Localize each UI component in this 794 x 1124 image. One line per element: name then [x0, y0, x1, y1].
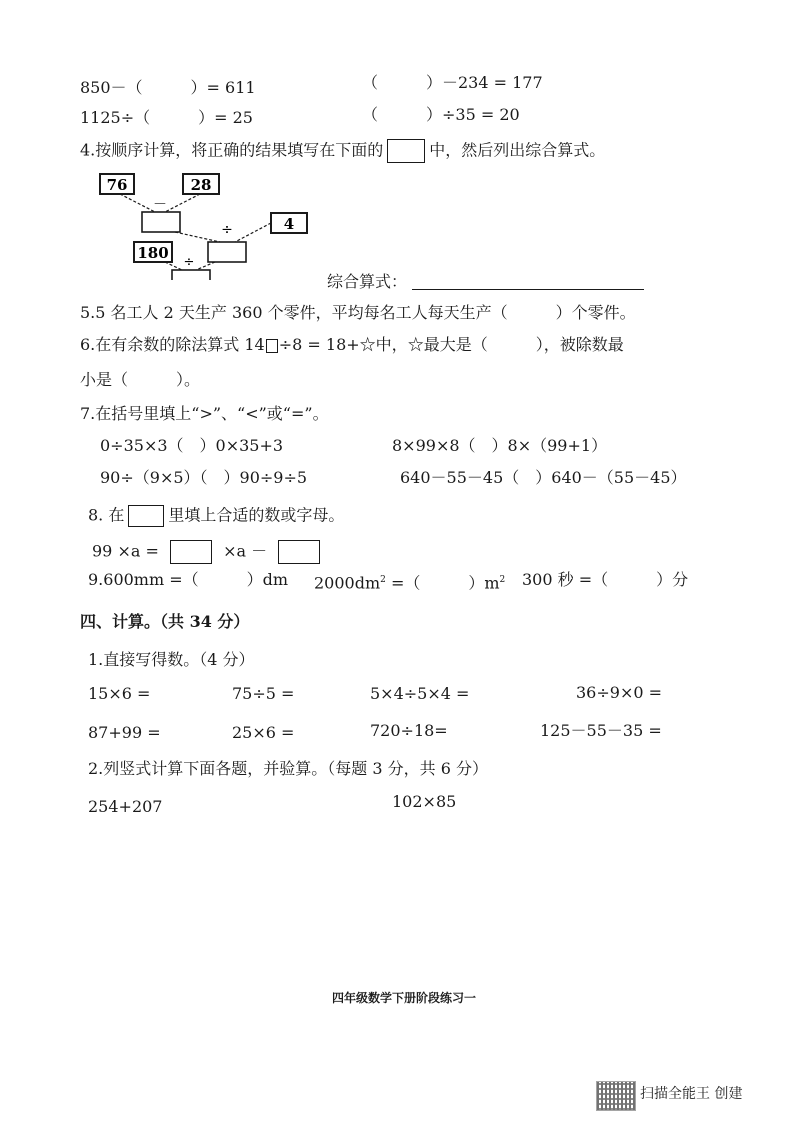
q7-instruction: 7.在括号里填上“>”、“<”或“=”。: [80, 404, 329, 423]
q3-equation-1b: （ ）－234 = 177: [362, 73, 543, 92]
star-icon: ☆: [359, 335, 376, 354]
section-heading: 四、计算。（共 34 分）: [80, 612, 250, 631]
camscanner-logo-icon: [596, 1081, 636, 1111]
oral-calc-item: 5×4÷5×4 =: [370, 684, 470, 703]
diagram-number-76: 76: [106, 176, 128, 194]
comprehensive-formula-label: 综合算式：: [327, 272, 408, 291]
q6-question-line1: 6.在有余数的除法算式 14 ÷8 = 18+☆中，☆最大是（ ），被除数最: [80, 335, 624, 354]
q3-equation-2b: （ ）÷35 = 20: [362, 105, 520, 124]
oral-calc-item: 720÷18=: [370, 721, 448, 740]
dashed-connector: [165, 194, 200, 212]
oral-calc-item: 25×6 =: [232, 723, 295, 742]
diagram-number-28: 28: [190, 176, 212, 194]
diagram-blank-box: [208, 242, 246, 262]
diagram-result-box: [172, 270, 210, 280]
dashed-connector: [165, 262, 182, 270]
dashed-connector: [120, 194, 155, 212]
q5-question: 5.5 名工人 2 天生产 360 个零件，平均每名工人每天生产（ ）个零件。: [80, 303, 636, 322]
diagram-blank-box: [142, 212, 180, 232]
dashed-connector: [235, 223, 271, 242]
q7-comparison-2b: 640－55－45（ ）640－（55－45）: [400, 468, 687, 487]
digit-box: [266, 339, 278, 353]
q3-equation-1a: 850－（ ）= 611: [80, 78, 256, 97]
oral-calc-item: 36÷9×0 =: [576, 683, 663, 702]
vertical-calc-problem-1: 254+207: [88, 797, 163, 816]
q7-comparison-2a: 90÷（9×5）（ ）90÷9÷5: [100, 468, 308, 487]
oral-calc-item: 75÷5 =: [232, 684, 295, 703]
operator-divide: ÷: [221, 222, 233, 238]
scanner-watermark-text: 扫描全能王 创建: [640, 1086, 743, 1102]
dashed-connector: [175, 232, 220, 242]
operator-minus: －: [153, 197, 167, 213]
answer-box: [128, 505, 164, 527]
q7-comparison-1a: 0÷35×3（ ）0×35+3: [100, 436, 284, 455]
q9-conversion-b: $2000dm^2$ =（ ）$m^2$: [314, 573, 506, 593]
diagram-number-180: 180: [137, 244, 169, 262]
q8-instruction: 8. 在 里填上合适的数或字母。: [88, 505, 344, 527]
oral-calc-item: 15×6 =: [88, 684, 151, 703]
calculation-flow-diagram: [90, 170, 330, 280]
dashed-connector: [196, 262, 215, 270]
answer-box: [278, 540, 320, 564]
q9-conversion-a: 9.600mm =（ ）dm: [88, 570, 289, 589]
q2-title: 2.列竖式计算下面各题，并验算。（每题 3 分，共 6 分）: [88, 759, 488, 778]
q4-instruction: 4.按顺序计算，将正确的结果填写在下面的 中，然后列出综合算式。: [80, 139, 605, 163]
answer-box: [170, 540, 212, 564]
q8-equation: 99 ×a = ×a －: [92, 540, 326, 564]
q9-conversion-c: 300 秒 =（ ）分: [522, 570, 689, 589]
operator-divide: ÷: [183, 255, 195, 270]
q3-equation-2a: 1125÷（ ）= 25: [80, 108, 253, 127]
vertical-calc-problem-2: 102×85: [392, 792, 457, 811]
q1-title: 1.直接写得数。（4 分）: [88, 650, 255, 669]
page-footer: 四年级数学下册阶段练习一: [332, 991, 477, 1005]
q7-comparison-1b: 8×99×8（ ）8×（99+1）: [392, 436, 608, 455]
answer-box: [387, 139, 425, 163]
star-icon: ☆: [407, 335, 424, 354]
oral-calc-item: 87+99 =: [88, 723, 161, 742]
formula-answer-line: [412, 289, 644, 290]
diagram-number-4: 4: [283, 215, 295, 233]
q6-question-line2: 小是（ ）。: [80, 370, 201, 389]
oral-calc-item: 125－55－35 =: [540, 721, 662, 740]
